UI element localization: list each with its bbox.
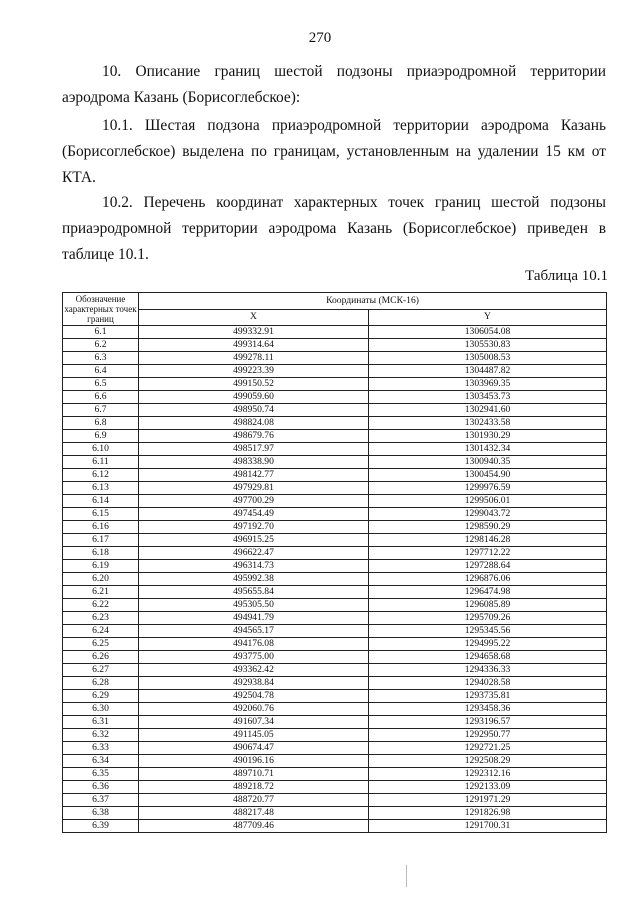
table-row (63, 352, 607, 365)
x-coordinate-cell: 498950.74 (139, 404, 369, 417)
x-coordinate-cell: 494941.79 (139, 612, 369, 625)
x-coordinate-cell: 491145.05 (139, 729, 369, 742)
x-coordinate-cell: 487709.46 (139, 820, 369, 833)
y-coordinate-cell: 1293458.36 (369, 703, 607, 716)
y-coordinate-cell: 1298146.28 (369, 534, 607, 547)
x-coordinate-cell: 498824.08 (139, 417, 369, 430)
y-coordinate-cell: 1305008.53 (369, 352, 607, 365)
point-id-cell: 6.28 (63, 677, 139, 690)
y-coordinate-cell: 1294995.22 (369, 638, 607, 651)
point-id-cell: 6.11 (63, 456, 139, 469)
y-coordinate-cell: 1292312.16 (369, 768, 607, 781)
section-10-2-paragraph: 10.2. Перечень координат характерных точек границ шестой подзоны приаэродромной территории аэродрома Казань (Борисоглебское) приведен в таблице 10.1. (62, 194, 606, 263)
table-row (63, 326, 607, 339)
x-coordinate-cell: 496314.73 (139, 560, 369, 573)
table-row (63, 560, 607, 573)
table-row (63, 638, 607, 651)
x-coordinate-cell: 499278.11 (139, 352, 369, 365)
x-coordinate-cell: 492060.76 (139, 703, 369, 716)
point-id-cell: 6.10 (63, 443, 139, 456)
x-coordinate-cell: 499314.64 (139, 339, 369, 352)
section-10-heading: 10. Описание границ шестой подзоны приаэродромной территории аэродрома Казань (Борисоглебское): (62, 63, 606, 106)
y-coordinate-cell: 1297712.22 (369, 547, 607, 560)
point-id-cell: 6.1 (63, 326, 139, 339)
table-row (63, 768, 607, 781)
y-coordinate-cell: 1305530.83 (369, 339, 607, 352)
x-coordinate-cell: 497700.29 (139, 495, 369, 508)
table-row (63, 417, 607, 430)
x-coordinate-cell: 499332.91 (139, 326, 369, 339)
point-id-cell: 6.3 (63, 352, 139, 365)
x-coordinate-cell: 494565.17 (139, 625, 369, 638)
point-id-cell: 6.33 (63, 742, 139, 755)
x-coordinate-cell: 499059.60 (139, 391, 369, 404)
section-10-1-paragraph: 10.1. Шестая подзона приаэродромной территории аэродрома Казань (Борисоглебское) выделена по границам, установленным на удалении 15 км от КТА. (62, 117, 606, 186)
y-coordinate-cell: 1293735.81 (369, 690, 607, 703)
point-id-cell: 6.37 (63, 794, 139, 807)
point-id-cell: 6.14 (63, 495, 139, 508)
y-coordinate-cell: 1302941.60 (369, 404, 607, 417)
point-id-cell: 6.26 (63, 651, 139, 664)
y-coordinate-cell: 1301432.34 (369, 443, 607, 456)
x-coordinate-cell: 491607.34 (139, 716, 369, 729)
table-body (63, 326, 607, 833)
point-id-cell: 6.23 (63, 612, 139, 625)
table-row (63, 625, 607, 638)
table-row (63, 716, 607, 729)
header-x: X (139, 309, 369, 326)
table-row (63, 339, 607, 352)
table-row (63, 820, 607, 833)
point-id-cell: 6.7 (63, 404, 139, 417)
x-coordinate-cell: 489218.72 (139, 781, 369, 794)
x-coordinate-cell: 495305.50 (139, 599, 369, 612)
y-coordinate-cell: 1292721.25 (369, 742, 607, 755)
point-id-cell: 6.20 (63, 573, 139, 586)
x-coordinate-cell: 488217.48 (139, 807, 369, 820)
point-id-cell: 6.9 (63, 430, 139, 443)
y-coordinate-cell: 1301930.29 (369, 430, 607, 443)
table-row (63, 794, 607, 807)
table-row (63, 612, 607, 625)
y-coordinate-cell: 1299506.01 (369, 495, 607, 508)
point-id-cell: 6.27 (63, 664, 139, 677)
point-id-cell: 6.21 (63, 586, 139, 599)
y-coordinate-cell: 1292508.29 (369, 755, 607, 768)
x-coordinate-cell: 493775.00 (139, 651, 369, 664)
table-caption: Таблица 10.1 (525, 268, 608, 284)
y-coordinate-cell: 1299976.59 (369, 482, 607, 495)
x-coordinate-cell: 498338.90 (139, 456, 369, 469)
y-coordinate-cell: 1303969.35 (369, 378, 607, 391)
y-coordinate-cell: 1296474.98 (369, 586, 607, 599)
y-coordinate-cell: 1293196.57 (369, 716, 607, 729)
table-row (63, 404, 607, 417)
y-coordinate-cell: 1306054.08 (369, 326, 607, 339)
table-row (63, 573, 607, 586)
table-row (63, 742, 607, 755)
point-id-cell: 6.15 (63, 508, 139, 521)
table-row (63, 378, 607, 391)
table-row (63, 677, 607, 690)
y-coordinate-cell: 1291700.31 (369, 820, 607, 833)
table-row (63, 443, 607, 456)
x-coordinate-cell: 499150.52 (139, 378, 369, 391)
y-coordinate-cell: 1300454.90 (369, 469, 607, 482)
x-coordinate-cell: 489710.71 (139, 768, 369, 781)
point-id-cell: 6.17 (63, 534, 139, 547)
y-coordinate-cell: 1297288.64 (369, 560, 607, 573)
x-coordinate-cell: 493362.42 (139, 664, 369, 677)
x-coordinate-cell: 492504.78 (139, 690, 369, 703)
y-coordinate-cell: 1296876.06 (369, 573, 607, 586)
coordinates-table (62, 292, 607, 833)
x-coordinate-cell: 499223.39 (139, 365, 369, 378)
x-coordinate-cell: 496915.25 (139, 534, 369, 547)
point-id-cell: 6.32 (63, 729, 139, 742)
point-id-cell: 6.4 (63, 365, 139, 378)
y-coordinate-cell: 1294336.33 (369, 664, 607, 677)
table-row (63, 456, 607, 469)
table-row (63, 495, 607, 508)
point-id-cell: 6.12 (63, 469, 139, 482)
table-row (63, 365, 607, 378)
y-coordinate-cell: 1302433.58 (369, 417, 607, 430)
page-number: 270 (308, 30, 332, 46)
point-id-cell: 6.22 (63, 599, 139, 612)
point-id-cell: 6.18 (63, 547, 139, 560)
table-row (63, 664, 607, 677)
point-id-cell: 6.24 (63, 625, 139, 638)
y-coordinate-cell: 1291826.98 (369, 807, 607, 820)
point-id-cell: 6.2 (63, 339, 139, 352)
table-row (63, 508, 607, 521)
point-id-cell: 6.16 (63, 521, 139, 534)
point-id-cell: 6.39 (63, 820, 139, 833)
y-coordinate-cell: 1300940.35 (369, 456, 607, 469)
table-row (63, 729, 607, 742)
y-coordinate-cell: 1292950.77 (369, 729, 607, 742)
table-row (63, 547, 607, 560)
point-id-cell: 6.5 (63, 378, 139, 391)
x-coordinate-cell: 490196.16 (139, 755, 369, 768)
table-row (63, 586, 607, 599)
x-coordinate-cell: 495655.84 (139, 586, 369, 599)
y-coordinate-cell: 1304487.82 (369, 365, 607, 378)
x-coordinate-cell: 497454.49 (139, 508, 369, 521)
point-id-cell: 6.38 (63, 807, 139, 820)
point-id-cell: 6.35 (63, 768, 139, 781)
header-coordinates: Координаты (МСК-16) (139, 293, 607, 310)
x-coordinate-cell: 498142.77 (139, 469, 369, 482)
point-id-cell: 6.30 (63, 703, 139, 716)
y-coordinate-cell: 1294658.68 (369, 651, 607, 664)
point-id-cell: 6.8 (63, 417, 139, 430)
x-coordinate-cell: 488720.77 (139, 794, 369, 807)
table-row (63, 781, 607, 794)
table-row (63, 521, 607, 534)
x-coordinate-cell: 494176.08 (139, 638, 369, 651)
x-coordinate-cell: 497192.70 (139, 521, 369, 534)
point-id-cell: 6.31 (63, 716, 139, 729)
table-row (63, 807, 607, 820)
point-id-cell: 6.29 (63, 690, 139, 703)
y-coordinate-cell: 1296085.89 (369, 599, 607, 612)
table-row (63, 534, 607, 547)
x-coordinate-cell: 492938.84 (139, 677, 369, 690)
y-coordinate-cell: 1291971.29 (369, 794, 607, 807)
table-header (63, 293, 607, 326)
x-coordinate-cell: 490674.47 (139, 742, 369, 755)
table-row (63, 469, 607, 482)
y-coordinate-cell: 1299043.72 (369, 508, 607, 521)
y-coordinate-cell: 1292133.09 (369, 781, 607, 794)
x-coordinate-cell: 498679.76 (139, 430, 369, 443)
table-row (63, 690, 607, 703)
point-id-cell: 6.36 (63, 781, 139, 794)
scan-mark (406, 865, 407, 887)
table-row (63, 482, 607, 495)
point-id-cell: 6.13 (63, 482, 139, 495)
table-row (63, 430, 607, 443)
point-id-cell: 6.6 (63, 391, 139, 404)
point-id-cell: 6.25 (63, 638, 139, 651)
y-coordinate-cell: 1303453.73 (369, 391, 607, 404)
x-coordinate-cell: 495992.38 (139, 573, 369, 586)
x-coordinate-cell: 496622.47 (139, 547, 369, 560)
table-row (63, 703, 607, 716)
point-id-cell: 6.19 (63, 560, 139, 573)
header-y: Y (369, 309, 607, 326)
y-coordinate-cell: 1298590.29 (369, 521, 607, 534)
table-row (63, 755, 607, 768)
y-coordinate-cell: 1295345.56 (369, 625, 607, 638)
point-id-cell: 6.34 (63, 755, 139, 768)
header-point-designation: Обозначение характерных точек границ (64, 294, 137, 324)
table-row (63, 391, 607, 404)
y-coordinate-cell: 1295709.26 (369, 612, 607, 625)
x-coordinate-cell: 498517.97 (139, 443, 369, 456)
table-row (63, 599, 607, 612)
y-coordinate-cell: 1294028.58 (369, 677, 607, 690)
table-row (63, 651, 607, 664)
x-coordinate-cell: 497929.81 (139, 482, 369, 495)
